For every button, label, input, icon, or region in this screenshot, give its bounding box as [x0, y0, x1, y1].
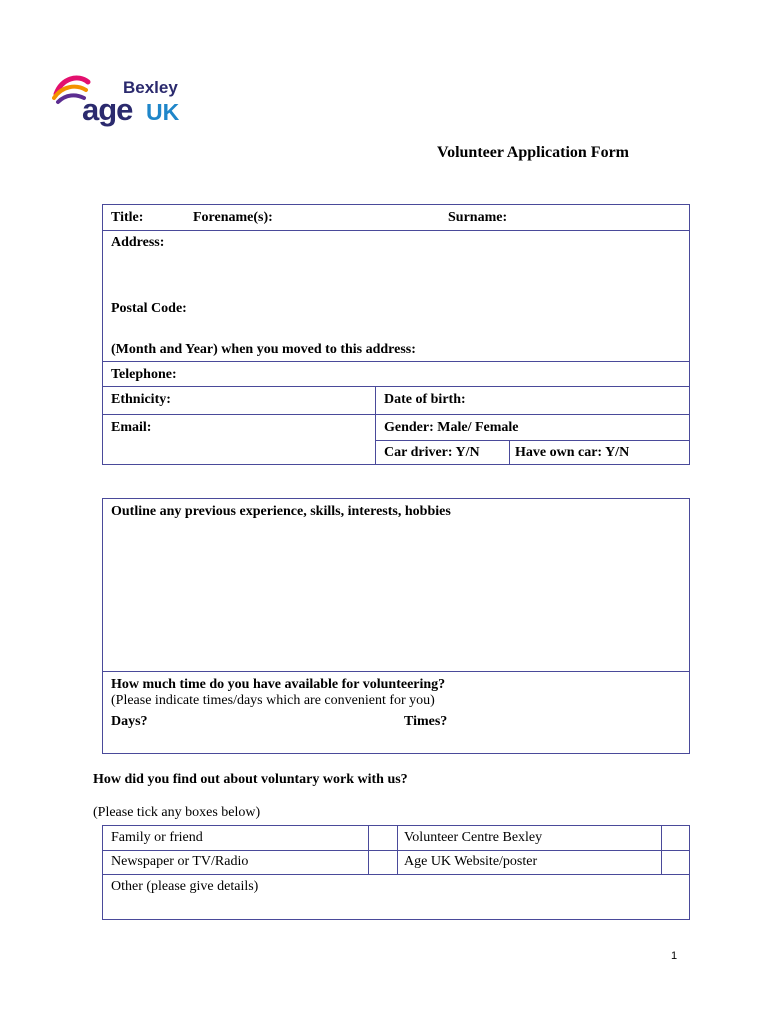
dob-field-label: Date of birth:	[384, 392, 466, 407]
page-number: 1	[671, 950, 678, 962]
address-field-label: Address:	[111, 235, 165, 250]
gender-field-label: Gender: Male/ Female	[384, 420, 519, 435]
moved-date-field-label: (Month and Year) when you moved to this address:	[111, 342, 416, 357]
forename-field-label: Forename(s):	[193, 210, 273, 225]
availability-note: (Please indicate times/days which are convenient for you)	[111, 693, 435, 708]
availability-question: How much time do you have available for volunteering?	[111, 677, 446, 692]
age-uk-bexley-logo	[52, 72, 192, 132]
surname-field-label: Surname:	[448, 210, 508, 225]
source-note: (Please tick any boxes below)	[93, 805, 261, 820]
telephone-field-label: Telephone:	[111, 367, 177, 382]
website-checkbox[interactable]	[661, 850, 689, 873]
logo-uk-text: UK	[146, 99, 180, 125]
option-newspaper-label: Newspaper or TV/Radio	[111, 854, 249, 869]
source-question: How did you find out about voluntary work with us?	[93, 772, 408, 787]
newspaper-checkbox[interactable]	[368, 850, 397, 873]
own-car-field-label: Have own car: Y/N	[515, 445, 630, 460]
days-field-label: Days?	[111, 714, 148, 729]
car-driver-field-label: Car driver: Y/N	[384, 445, 480, 460]
option-volunteer-centre-label: Volunteer Centre Bexley	[404, 830, 543, 845]
title-field-label: Title:	[111, 210, 144, 225]
experience-field-label: Outline any previous experience, skills, interests, hobbies	[111, 504, 451, 519]
logo-age-text: age	[82, 92, 133, 127]
other-details-label: Other (please give details)	[111, 879, 259, 894]
email-field-label: Email:	[111, 420, 152, 435]
family-friend-checkbox[interactable]	[368, 826, 397, 849]
volunteer-centre-checkbox[interactable]	[661, 826, 689, 849]
option-family-friend-label: Family or friend	[111, 830, 203, 845]
times-field-label: Times?	[404, 714, 448, 729]
ethnicity-field-label: Ethnicity:	[111, 392, 171, 407]
experience-table	[102, 498, 690, 754]
form-title: Volunteer Application Form	[437, 144, 630, 161]
logo-bexley-text: Bexley	[123, 78, 178, 97]
postal-code-field-label: Postal Code:	[111, 301, 187, 316]
option-website-label: Age UK Website/poster	[404, 854, 538, 869]
